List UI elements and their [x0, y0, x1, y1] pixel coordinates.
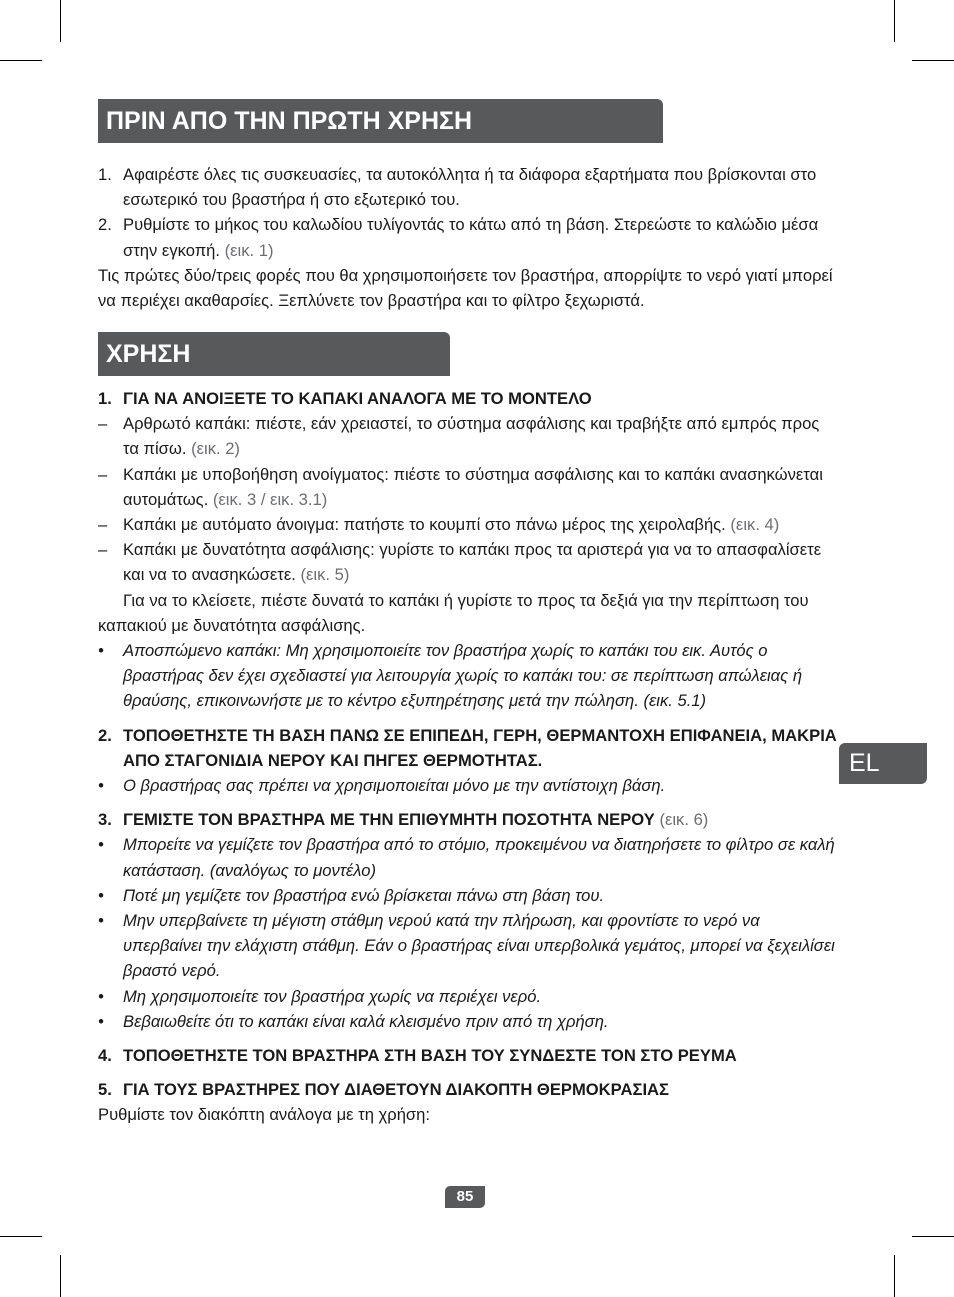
step-heading-text: ΓΙΑ ΝΑ ΑΝΟΙΞΕΤΕ ΤΟ ΚΑΠΑΚΙ ΑΝΑΛΟΓΑ ΜΕ ΤΟ ΜΟΝΤΕΛΟ: [123, 389, 592, 408]
dash-item: [98, 411, 838, 461]
bullet-item: [98, 908, 838, 984]
step-number: 5.: [98, 1080, 112, 1100]
dash-item: [98, 537, 838, 587]
dash-marker: –: [98, 540, 108, 560]
figure-ref: (εικ. 4): [730, 515, 780, 535]
page-number: 85: [445, 1186, 485, 1208]
figure-ref: (εικ. 5): [300, 565, 350, 585]
section-use-body: [98, 386, 838, 1128]
bullet-marker: •: [98, 776, 104, 796]
step-heading-text: ΤΟΠΟΘΕΤΗΣΤΕ ΤΟΝ ΒΡΑΣΤΗΡΑ ΣΤΗ ΒΑΣΗ ΤΟΥ ΣΥΝΔΕΣΤΕ ΤΟΝ ΣΤΟ ΡΕΥΜΑ: [123, 1046, 737, 1066]
language-tab: EL: [839, 743, 927, 784]
figure-ref: (εικ. 6): [654, 810, 709, 830]
step-heading: [98, 723, 838, 773]
item-text: Αποσπώμενο καπάκι: Μη χρησιμοποιείτε τον βραστήρα χωρίς το καπάκι του εικ. Αυτός ο βραστήρας δεν έχει σχεδιαστεί για λειτουργία χωρίς το καπάκι του: σε περίπτωση απώλειας ή θραύσης, επικοινωνήστε με το κέντρο εξυπηρέτησης μετά την πώληση. (εικ. 5.1): [123, 641, 803, 711]
close-note: Για να το κλείσετε, πιέστε δυνατά το καπάκι ή γυρίστε το προς τα δεξιά για την περίπτωση του καπακιού με δυνατότητα ασφάλισης.: [98, 590, 809, 635]
bullet-marker: •: [98, 641, 104, 661]
figure-ref: (εικ. 3 / εικ. 3.1): [212, 489, 328, 509]
crop-mark: [912, 60, 954, 61]
item-text: Αρθρωτό καπάκι: πιέστε, εάν χρειαστεί, το σύστημα ασφάλισης και τραβήξτε από εμπρός προς τα πίσω.: [123, 414, 820, 459]
list-item: [98, 212, 838, 262]
list-item: [98, 162, 838, 212]
bullet-item: [98, 984, 838, 1009]
figure-ref: (εικ. 1): [224, 240, 274, 260]
bullet-marker: •: [98, 835, 104, 855]
item-text: Μπορείτε να γεμίζετε τον βραστήρα από το στόμιο, προκειμένου να διατηρήσετε το φίλτρο σε καλή κατάσταση. (αναλόγως το μοντέλο): [123, 835, 835, 880]
item-text: Ποτέ μη γεμίζετε τον βραστήρα ενώ βρίσκεται πάνω στη βάση του.: [123, 885, 605, 905]
crop-mark: [912, 1236, 954, 1237]
paragraph: Τις πρώτες δύο/τρεις φορές που θα χρησιμοποιήσετε τον βραστήρα, απορρίψτε το νερό γιατί μπορεί να περιέχει ακαθαρσίες. Ξεπλύνετε τον βραστήρα και το φίλτρο ξεχωριστά.: [98, 265, 833, 311]
step-heading: [98, 807, 838, 832]
crop-mark: [0, 1236, 42, 1237]
step-heading-text: ΤΟΠΟΘΕΤΗΣΤΕ ΤΗ ΒΑΣΗ ΠΑΝΩ ΣΕ ΕΠΙΠΕΔΗ, ΓΕΡΗ, ΘΕΡΜΑΝΤΟΧΗ ΕΠΙΦΑΝΕΙΑ, ΜΑΚΡΙΑ ΑΠΟ ΣΤΑΓΟΝΙΔΙΑ ΝΕΡΟΥ ΚΑΙ ΠΗΓΕΣ ΘΕΡΜΟΤΗΤΑΣ.: [123, 725, 837, 770]
crop-mark: [0, 60, 42, 61]
item-text: Καπάκι με υποβοήθηση ανοίγματος: πιέστε το σύστημα ασφάλισης και το καπάκι ανασηκώνεται αυτομάτως.: [123, 464, 823, 509]
item-text: Αφαιρέστε όλες τις συσκευασίες, τα αυτοκόλλητα ή τα διάφορα εξαρτήματα που βρίσκονται στο εσωτερικό του βραστήρα ή στο εξωτερικό του.: [123, 165, 817, 210]
section-first-use-body: [98, 162, 838, 313]
dash-marker: –: [98, 515, 108, 535]
dash-marker: –: [98, 414, 108, 434]
step-heading: [98, 1043, 838, 1068]
bullet-marker: •: [98, 986, 104, 1006]
bullet-item: [98, 1009, 838, 1034]
item-text: Μην υπερβαίνετε τη μέγιστη στάθμη νερού κατά την πλήρωση, και φροντίστε το νερό να υπερβαίνει την ελάχιστη στάθμη. Εάν ο βραστήρας είναι υπερβολικά γεμάτος, μπορεί να ξεχειλίσει βραστό νερό.: [123, 911, 835, 981]
bullet-item: [98, 773, 838, 798]
step-heading-text: ΓΕΜΙΣΤΕ ΤΟΝ ΒΡΑΣΤΗΡΑ ΜΕ ΤΗΝ ΕΠΙΘΥΜΗΤΗ ΠΟΣΟΤΗΤΑ ΝΕΡΟΥ: [123, 810, 655, 830]
dash-item: [98, 512, 838, 537]
item-text: Καπάκι με δυνατότητα ασφάλισης: γυρίστε το καπάκι προς τα αριστερά για να το απασφαλίσετε και να το ανασηκώσετε.: [123, 540, 822, 585]
dash-marker: –: [98, 464, 108, 484]
item-number: 2.: [98, 215, 112, 235]
paragraph: Ρυθμίστε τον διακόπτη ανάλογα με τη χρήση:: [98, 1105, 431, 1125]
bullet-marker: •: [98, 885, 104, 905]
step-number: 3.: [98, 810, 112, 830]
step-number: 4.: [98, 1046, 112, 1066]
section-title-use: ΧΡΗΣΗ: [98, 332, 450, 376]
item-text: Καπάκι με αυτόματο άνοιγμα: πατήστε το κουμπί στο πάνω μέρος της χειρολαβής.: [123, 515, 731, 535]
dash-item: [98, 462, 838, 512]
bullet-marker: •: [98, 1011, 104, 1031]
item-number: 1.: [98, 165, 112, 184]
step-heading-text: ΓΙΑ ΤΟΥΣ ΒΡΑΣΤΗΡΕΣ ΠΟΥ ΔΙΑΘΕΤΟΥΝ ΔΙΑΚΟΠΤΗ ΘΕΡΜΟΚΡΑΣΙΑΣ: [123, 1080, 669, 1100]
step-number: 1.: [98, 389, 112, 408]
item-text: Ο βραστήρας σας πρέπει να χρησιμοποιείται μόνο με την αντίστοιχη βάση.: [123, 776, 666, 796]
section-title-first-use: ΠΡΙΝ ΑΠΟ ΤΗΝ ΠΡΩΤΗ ΧΡΗΣΗ: [98, 99, 663, 143]
crop-mark: [894, 0, 895, 42]
crop-mark: [894, 1255, 895, 1297]
bullet-item: [98, 832, 838, 882]
bullet-item: [98, 638, 838, 714]
crop-mark: [60, 0, 61, 42]
figure-ref: (εικ. 2): [191, 439, 240, 459]
crop-mark: [60, 1255, 61, 1297]
step-heading: [98, 1077, 838, 1102]
item-text: Βεβαιωθείτε ότι το καπάκι είναι καλά κλεισμένο πριν από τη χρήση.: [123, 1011, 609, 1031]
bullet-item: [98, 883, 838, 908]
step-number: 2.: [98, 725, 112, 745]
bullet-marker: •: [98, 911, 104, 931]
step-heading: [98, 386, 838, 411]
item-text: Μη χρησιμοποιείτε τον βραστήρα χωρίς να περιέχει νερό.: [123, 986, 542, 1006]
item-text: Ρυθμίστε το μήκος του καλωδίου τυλίγοντάς το κάτω από τη βάση. Στερεώστε το καλώδιο μέσα στην εγκοπή.: [123, 215, 819, 260]
